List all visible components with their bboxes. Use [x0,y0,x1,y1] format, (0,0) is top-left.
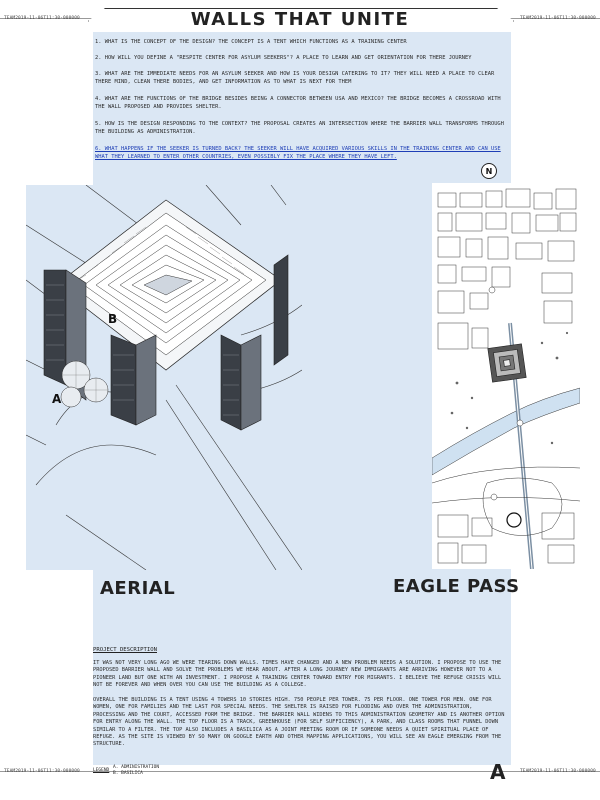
legend-big-mark: A [490,760,506,784]
description-heading: PROJECT DESCRIPTION [93,647,157,653]
question-6-link[interactable]: 6. WHAT HAPPENS IF THE SEEKER IS TURNED BACK? THE SEEKER WILL HAVE ACQUIRED VARIOUS SKILLS IN THE TRAINING CENTER AND CAN USE WHAT THEY LEARNED TO ENTER OTHER COUNTRIES, EVEN POSSIBLY FIX THE PLACE WHERE THEY HAVE LEFT. [95,146,501,160]
description-paragraph-2: OVERALL THE BUILDING IS A TENT USING 4 TOWERS 10 STORIES HIGH. 750 PEOPLE PER TOWER. 75 PER FLOOR. ONE TOWER FOR MEN. ONE FOR WOMEN, ONE FOR FAMILIES AND THE LAST FOR SPECIAL NEEDS. THE SHELTER IS RAISED FOR FLOODING AND OVER THE ADMINISTRATION, PROCESSING AND THE COURT, ACCESSED FORM THE BRIDGE. THE BARRIER WALL WIDENS TO THIS ADMINISTRATION GEOMETRY AND IS ANOTHER OPTION FOR ENTRY ALONG THE WALL. THE TOP FLOOR IS A TRACK, GREENHOUSE (FOR SELF SUFFICIENCY), A PARK, AND CLASS ROOMS THAT FUNNEL DOWN SIMILAR TO A FILTER. THE TOP ALSO INCLUDES A BASILICA AS A JOINT MEETING ROOM OR IF SOMEONE NEEDS A QUIET SPIRITUAL PLACE OF REFUGE. AS THE SITE IS VIEWED BY SO MANY ON GOOGLE EARTH AND OTHER MAPPING APPLICATIONS, YOU WILL SEE AN EAGLE EMERGING FROM THE STRUCTURE. [93,697,505,748]
question-1: 1. WHAT IS THE CONCEPT OF THE DESIGN? THE CONCEPT IS A TENT WHICH FUNCTIONS AS A TRAINING CENTER [95,39,407,45]
aerial-label: AERIAL [100,578,176,599]
aerial-marker-a: A [52,392,62,406]
north-arrow [480,162,498,180]
page-title: WALLS THAT UNITE [190,9,410,30]
footer-code-right: TEAM2019-11-06T11:30-000000 [520,769,596,774]
aerial-marker-b: B [108,312,118,326]
question-2: 2. HOW WILL YOU DEFINE A "RESPITE CENTER FOR ASYLUM SEEKERS"? A PLACE TO LEARN AND GET ORIENTATION FOR THERE JOURNEY [95,55,472,61]
question-5: 5. HOW IS THE DESIGN RESPONDING TO THE CONTEXT? THE PROPOSAL CREATES AN INTERSECTION WHERE THE BARRIER WALL TRANSFORMS THROUGH THE BUILDING AS ADMINISTRATION. [95,121,504,135]
footer-rule [0,771,600,772]
aerial-drawing [26,185,302,570]
question-4: 4. WHAT ARE THE FUNCTIONS OF THE BRIDGE BESIDES BEING A CONNECTOR BETWEEN USA AND MEXICO? THE BRIDGE BECOMES A CROSSROAD WITH THE WALL PROPOSED AND PROVIDES SHELTER. [95,96,501,110]
legend-title: LEGEND [93,768,110,773]
north-label: N [485,167,493,176]
map-label: EAGLE PASS [393,576,520,597]
legend-item-b: B. BASILICA [113,771,143,776]
site-map [432,183,580,569]
description-paragraph-1: IT WAS NOT VERY LONG AGO WE WERE TEARING DOWN WALLS. TIMES HAVE CHANGED AND A NEW PROBLEM NEEDS A SOLUTION. I PROPOSE TO USE THE PROPOSED BARRIER WALL AND SOLVE THE PROBLEMS WE HEAR ABOUT. AFTER A LONG JOURNEY NEW IMMIGRANTS ARE ARRIVING HOWEVER NOT TO A PIONEER LAND BUT ONE WITH AN INVESTMENT. I PROPOSE A TRAINING CENTER TOWARD ENTRY FOR MIGRANTS. I BELIEVE THE REFUGE CRISIS WILL NOT BE FOREVER AND WHEN OVER YOU CAN USE THE BUILDING AS A COLLEGE. [93,660,502,689]
header-code-left: TEAM2019-11-06T11:30-000000 [4,16,80,21]
question-3: 3. WHAT ARE THE IMMEDIATE NEEDS FOR AN ASYLUM SEEKER AND HOW IS YOUR DESIGN CATERING TO IT? THEY WILL NEED A PLACE TO CLEAR THERE MIND, CLEAN THERE BODIES, AND GET INFORMATION AS TO WHAT IS NEXT FOR THEM [95,71,495,85]
header-code-right: TEAM2019-11-06T11:30-000000 [520,16,596,21]
footer-code-left: TEAM2019-11-06T11:30-000000 [4,769,80,774]
legend-item-a: A. ADMINISTRATION [113,765,160,770]
